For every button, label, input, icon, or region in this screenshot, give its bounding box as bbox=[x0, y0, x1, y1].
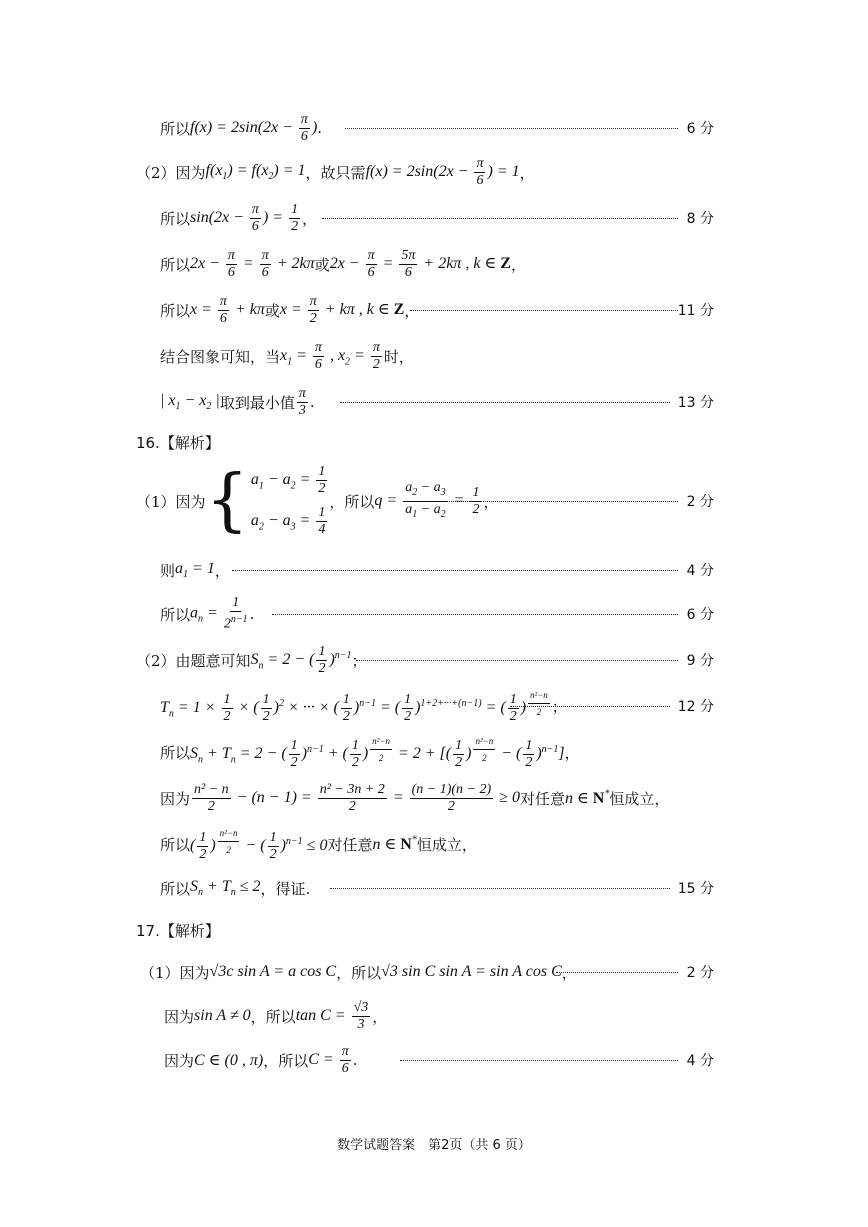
formula: x = $\frac{\pi}{6}$ + kπ bbox=[190, 293, 265, 326]
text: 恒成立， bbox=[416, 835, 477, 854]
text: 结合图象可知，当 bbox=[160, 347, 281, 366]
answer-line bbox=[0, 866, 868, 910]
text: ， bbox=[404, 301, 420, 320]
formula: $S_n = 2$ − ( $\frac{1}{2}$ )$^{n-1}$ bbox=[250, 643, 352, 676]
text: 恒成立， bbox=[609, 789, 670, 808]
text: 所以 bbox=[160, 119, 191, 138]
text: ， bbox=[214, 561, 230, 580]
formula: C ∈ (0 , π) bbox=[194, 1052, 264, 1069]
text: . bbox=[249, 605, 255, 623]
text: 则 bbox=[160, 561, 176, 580]
text: . bbox=[317, 119, 323, 137]
score: 15 分 bbox=[677, 881, 714, 897]
score: 12 分 bbox=[677, 699, 714, 715]
formula: $T_n = 1$ × $\frac{1}{2}$ × ( $\frac{1}{2}$ )$^2$ × ··· × ( $\frac{1}{2}$ )$^{n-1}$ = ( $\frac{1}{2}$ )$^{1+2+\cdot\cdot\cdot+(n-1)}$ = ( $\frac{1}{2}$ ) $^{\frac{\text{n²−n}}{2}}$ bbox=[160, 687, 552, 725]
text: ，所以 bbox=[336, 963, 382, 982]
formula: √3c sin A = a cos C bbox=[209, 963, 337, 980]
score: 8 分 bbox=[686, 211, 714, 227]
answer-line bbox=[0, 822, 868, 866]
score: 13 分 bbox=[677, 395, 714, 411]
formula: $a_n$ = $\frac{1}{2^{n-1}}$ bbox=[190, 595, 248, 632]
answer-line bbox=[0, 150, 868, 194]
text: 因为 bbox=[164, 1051, 195, 1070]
text: ， bbox=[561, 963, 577, 982]
answer-line bbox=[0, 950, 868, 994]
answer-line bbox=[0, 461, 868, 540]
answer-line bbox=[0, 548, 868, 592]
score: 4 分 bbox=[686, 1053, 714, 1069]
text: ，得证. bbox=[260, 879, 311, 898]
section-heading: 16.【解析】 bbox=[136, 433, 220, 452]
text: ， bbox=[302, 209, 318, 228]
formula: f(x) = 2sin(2x − $\frac{\pi}{6}$ ) = 1 bbox=[365, 155, 520, 188]
text: 所以 bbox=[160, 209, 191, 228]
page-footer: 数学试题答案 第2页（共 6 页） bbox=[337, 1138, 531, 1153]
text: 所以 bbox=[160, 743, 191, 762]
score: 2 分 bbox=[686, 965, 714, 981]
formula: $\frac{\text{n² − n}}{2}$ − (n − 1) = $\frac{\text{n² − 3n + 2}}{2}$ = $\frac{(n - 1)(n - 2)}{2}$ ≥ 0 bbox=[194, 781, 520, 814]
text: ； bbox=[351, 651, 367, 670]
formula: n ∈ N* bbox=[372, 834, 417, 853]
score: 6 分 bbox=[686, 121, 714, 137]
score: 2 分 bbox=[686, 494, 714, 510]
answer-line bbox=[0, 334, 868, 378]
text: ， bbox=[372, 1007, 388, 1026]
text: 对任意 bbox=[327, 835, 373, 854]
score: 9 分 bbox=[686, 653, 714, 669]
section-heading: 17.【解析】 bbox=[136, 921, 220, 940]
formula: $x_1$ = $\frac{\pi}{6}$ , $x_2$ = $\frac{\pi}{2}$ bbox=[280, 339, 380, 372]
formula: tan C = $\frac{√3}{3}$ bbox=[295, 999, 369, 1032]
formula: $S_n + T_n = 2$ − ( $\frac{1}{2}$ )$^{n-1}$ + ( $\frac{1}{2}$ ) $^{\frac{\text{n²−n}}{2}}$ = 2 + [( $\frac{1}{2}$ ) $^{\frac{\text{n²−n}}{2}}$ − ( $\frac{1}{2}$ )$^{n-1}$] bbox=[190, 733, 565, 771]
answer-line bbox=[0, 1038, 868, 1082]
text: ， bbox=[564, 743, 580, 762]
text: 所以 bbox=[160, 605, 191, 624]
score: 4 分 bbox=[686, 563, 714, 579]
formula: q = $\frac{a_2 - a_3}{a_1 - a_2}$ = $\frac{1}{2}$ bbox=[374, 479, 480, 520]
answer-line bbox=[0, 196, 868, 240]
answer-line bbox=[0, 994, 868, 1038]
formula: $S_n + T_n \le 2$ bbox=[190, 877, 261, 899]
answer-line bbox=[0, 242, 868, 286]
text: . bbox=[309, 393, 315, 411]
formula: C = $\frac{\pi}{6}$ bbox=[308, 1043, 349, 1076]
text: ， bbox=[483, 492, 499, 511]
text: . bbox=[352, 1051, 358, 1069]
answer-line bbox=[0, 684, 868, 728]
formula: f(x) = 2sin(2x − $\frac{\pi}{6}$ ) bbox=[190, 111, 318, 144]
formula: $\frac{\pi}{3}$ bbox=[298, 385, 306, 418]
text: 所以 bbox=[160, 835, 191, 854]
text: ，故只需 bbox=[305, 163, 366, 182]
brace-icon: { bbox=[205, 461, 249, 540]
score: 6 分 bbox=[686, 607, 714, 623]
text: 或 bbox=[314, 255, 330, 274]
equation-system: $a_1 - a_2$ = $\frac{1}{2}$ $a_2 - a_3$ = $\frac{1}{4}$ bbox=[250, 464, 326, 537]
text: ，所以 bbox=[329, 492, 375, 511]
score: 11 分 bbox=[677, 303, 714, 319]
text: ，所以 bbox=[250, 1007, 296, 1026]
text: ， bbox=[519, 163, 535, 182]
answer-line bbox=[0, 592, 868, 636]
text: 对任意 bbox=[519, 789, 565, 808]
text: 所以 bbox=[160, 255, 191, 274]
formula: sin A ≠ 0 bbox=[194, 1007, 251, 1024]
text: 所以 bbox=[160, 879, 191, 898]
text: （1）因为 bbox=[140, 963, 210, 982]
answer-line bbox=[0, 380, 868, 424]
text: 因为 bbox=[160, 789, 191, 808]
text: 因为 bbox=[164, 1007, 195, 1026]
formula: n ∈ N* bbox=[564, 788, 610, 807]
formula: | $x_1 - x_2$ | bbox=[160, 391, 220, 413]
text: ，所以 bbox=[263, 1051, 309, 1070]
answer-line bbox=[0, 638, 868, 682]
text: ， bbox=[510, 255, 526, 274]
answer-line bbox=[0, 730, 868, 774]
text: （1）因为 bbox=[136, 492, 206, 511]
formula: sin(2x − $\frac{\pi}{6}$ ) = $\frac{1}{2}$ bbox=[190, 201, 299, 234]
text: ； bbox=[551, 697, 567, 716]
formula: 2x − $\frac{\pi}{6}$ = $\frac{\pi}{6}$ + 2kπ bbox=[190, 247, 315, 280]
answer-line bbox=[0, 106, 868, 150]
text: （2）因为 bbox=[136, 163, 206, 182]
formula: ( $\frac{1}{2}$ ) $^{\frac{\text{n²−n}}{2}}$ − ( $\frac{1}{2}$ )$^{n-1}$ ≤ 0 bbox=[190, 825, 327, 863]
answer-line bbox=[0, 776, 868, 820]
formula: √3 sin C sin A = sin A cos C bbox=[381, 963, 562, 980]
formula: $f(x_1) = f(x_2) = 1$ bbox=[205, 161, 306, 183]
formula: x = $\frac{\pi}{2}$ + kπ , k ∈ Z bbox=[279, 293, 405, 326]
text: 时， bbox=[383, 347, 414, 366]
formula: 2x − $\frac{\pi}{6}$ = $\frac{5\pi}{6}$ + 2kπ , k ∈ Z bbox=[329, 247, 511, 280]
text: 所以 bbox=[160, 301, 191, 320]
text: 或 bbox=[264, 301, 280, 320]
text: 取到最小值 bbox=[219, 393, 295, 412]
text: （2）由题意可知 bbox=[136, 651, 251, 670]
formula: $a_1 = 1$ bbox=[175, 559, 215, 581]
answer-line bbox=[0, 288, 868, 332]
